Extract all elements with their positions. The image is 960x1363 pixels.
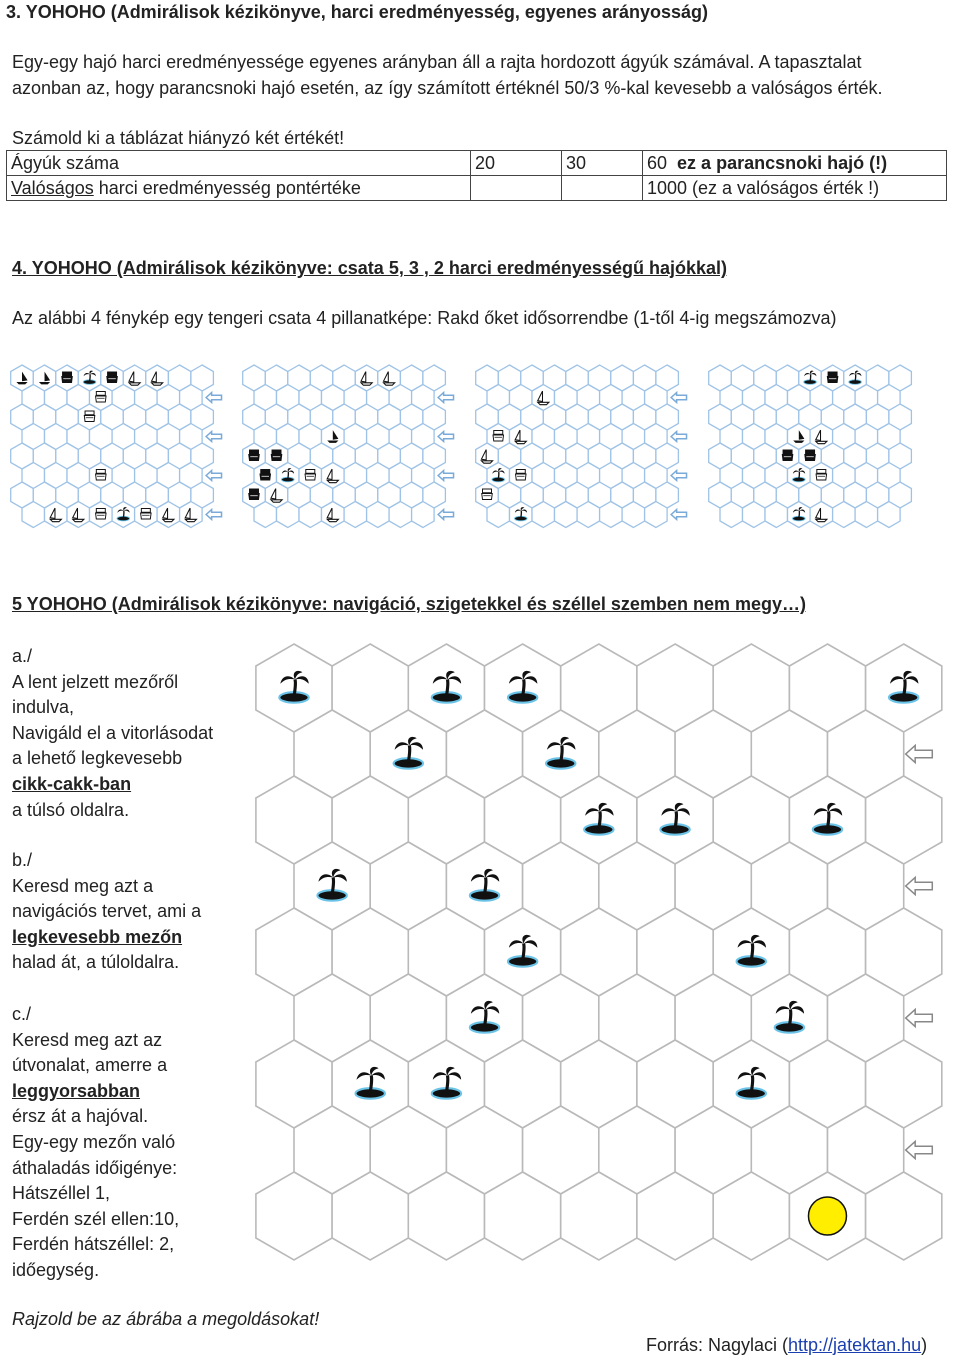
ship-icon [782,450,793,461]
wind-arrow-icon [906,877,933,894]
task-c-line: áthaladás időigénye: [12,1157,178,1178]
hex-cell [855,502,878,528]
task-c-line: Keresd meg azt az [12,1029,163,1050]
hex-cell [487,502,510,528]
hex-map-cells [256,644,942,1260]
table-cell: 30 [562,151,643,176]
ship-icon [249,450,260,461]
hex-cell [720,502,743,528]
task-b-label: b./ [12,850,33,870]
wind-arrow-icon [206,432,221,442]
cell-value: 60 [647,152,668,173]
hex-cell [810,502,833,528]
wind-arrow-icon [671,510,686,520]
ship-icon [271,450,282,461]
wind-arrow-icon [206,510,221,520]
ship-icon [249,489,260,500]
ship-icon [805,450,816,461]
task-c-line: Ferdén szél ellen:10, [12,1208,180,1229]
battle-snapshot-4 [709,365,912,528]
task-c-label: c./ [12,1004,32,1024]
cell-label-rest: harci eredményesség pontértéke [93,177,361,198]
table-cell-empty[interactable] [471,176,562,201]
hex-cell [600,502,623,528]
draw-instruction: Rajzold be az ábrába a megoldásokat! [12,1309,320,1329]
hex-cell [532,502,555,528]
section3-line1: Egy-egy hajó harci eredményessége egyenes arányban áll a rajta hordozott ágyúk számával. A tapasztalat [12,52,862,72]
wind-arrow-icon [906,1009,933,1026]
navigation-hex-map[interactable] [250,640,950,1300]
source-prefix: Forrás: Nagylaci ( [646,1335,789,1355]
task-a-line: Navigáld el a vitorlásodat [12,722,214,743]
task-a-line: A lent jelzett mezőről [12,671,179,692]
wind-arrow-icon [438,432,453,442]
start-field-marker[interactable] [808,1197,846,1235]
wind-arrow-icon [671,393,686,403]
wind-arrow-icon [206,471,221,481]
hex-cell [389,502,412,528]
section3-task: Számold ki a táblázat hiányzó két értékét! [12,128,345,148]
battle-snapshot-1 [11,365,222,528]
task-a-line: a lehető legkevesebb [12,748,183,769]
wind-arrow-icon [438,510,453,520]
table-row [7,176,947,201]
task-b-line: Keresd meg azt a [12,875,154,896]
hex-cell [878,502,901,528]
hex-cell [67,502,90,528]
task-b [12,848,201,976]
hex-cell [367,502,390,528]
hex-cell [157,502,180,528]
table-cell [643,151,947,176]
ship-icon [827,372,838,383]
task-a-line: indulva, [12,697,75,718]
task-a [12,644,213,823]
hex-cell [833,502,856,528]
hex-cell [645,502,668,528]
battle-snapshot-3 [476,365,687,528]
table-cell: 1000 (ez a valóságos érték !) [643,176,947,201]
task-a-label: a./ [12,646,33,666]
hex-cell [254,502,277,528]
task-c-line: Hátszéllel 1, [12,1183,111,1204]
hex-cell [412,502,435,528]
task-c [12,1002,179,1284]
hex-cell [743,502,766,528]
wind-arrow-icon [206,393,221,403]
task-b-keyword: legkevesebb mezőn [12,926,183,947]
task-b-line: halad át, a túloldalra. [12,952,180,973]
hex-cell [577,502,600,528]
wind-arrow-icon [671,471,686,481]
hex-cell [299,502,322,528]
table-cell-label: Ágyúk száma [7,151,471,176]
hex-cell [90,502,113,528]
wind-arrow-icon [671,432,686,442]
task-a-keyword: cikk-cakk-ban [12,773,132,794]
ship-icon [62,372,73,383]
battle-snapshot-2 [243,365,454,528]
hex-cell [277,502,300,528]
hex-cell [555,502,578,528]
hex-cell [135,502,158,528]
hex-cell [45,502,68,528]
hex-cell [180,502,203,528]
task-c-line: érsz át a hajóval. [12,1106,149,1127]
wind-arrow-icon [438,393,453,403]
ship-icon [260,470,271,481]
task-c-keyword: leggyorsabban [12,1080,141,1101]
cell-label-underlined: Valóságos [11,177,94,198]
battle-snapshots [0,358,960,558]
task-a-line: a túlsó oldalra. [12,799,130,820]
hex-cell [765,502,788,528]
section3-title: 3. YOHOHO (Admirálisok kézikönyve, harci eredményesség, egyenes arányosság) [6,2,708,22]
source-suffix: ) [921,1335,928,1355]
table-cell: 20 [471,151,562,176]
task-c-line: útvonalat, amerre a [12,1055,168,1076]
cannon-table [6,150,947,201]
cell-note: ez a parancsnoki hajó (!) [677,152,888,173]
table-row [7,151,947,176]
wind-arrow-icon [438,471,453,481]
task-c-line: Ferdén hátszéllel: 2, [12,1234,175,1255]
wind-arrow-icon [906,745,933,762]
section5-title: 5 YOHOHO (Admirálisok kézikönyve: navigáció, szigetekkel és széllel szemben nem megy…) [12,594,806,614]
section4-title: 4. YOHOHO (Admirálisok kézikönyve: csata 5, 3 , 2 harci eredményességű hajókkal) [12,258,727,278]
source-credit [646,1335,927,1356]
task-b-line: navigációs tervet, ami a [12,901,202,922]
hex-cell [622,502,645,528]
hex-cell [22,502,45,528]
wind-arrow-icon [906,1141,933,1158]
task-c-line: időegység. [12,1259,100,1280]
table-cell-label [7,176,471,201]
hex-cell [344,502,367,528]
hex-cell [322,502,345,528]
ship-icon [107,372,118,383]
table-cell-empty[interactable] [562,176,643,201]
section4-text: Az alábbi 4 fénykép egy tengeri csata 4 pillanatképe: Rakd őket idősorrendbe (1-től 4-ig megszámozva) [12,308,837,328]
section3-line2: azonban az, hogy parancsnoki hajó esetén, az így számított értéknél 50/3 %-kal kevesebb a valóságos érték. [12,78,883,98]
source-link[interactable]: http://jatektan.hu [788,1335,922,1355]
task-c-line: Egy-egy mezőn való [12,1131,176,1152]
